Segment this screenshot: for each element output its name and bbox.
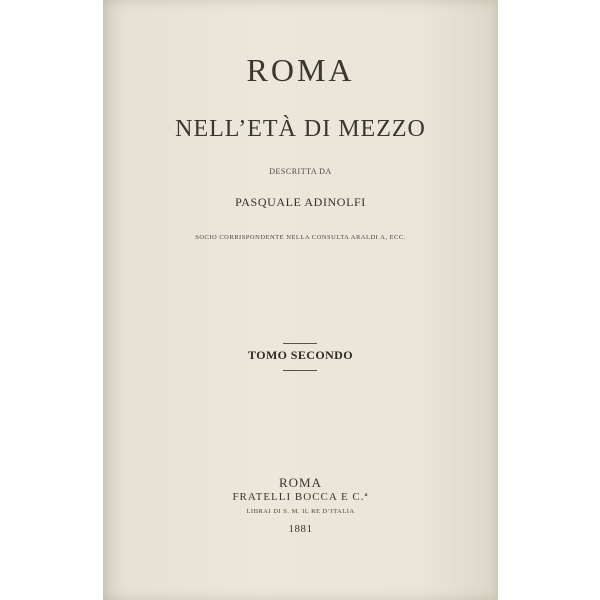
rule-above-volume: [283, 343, 317, 344]
subtitle: NELL’ETÀ DI MEZZO: [175, 116, 426, 142]
imprint-publisher-note: LIBRAI DI S. M. IL RE D’ITALIA: [246, 508, 355, 515]
main-title: ROMA: [246, 52, 355, 88]
imprint-year: 1881: [288, 523, 313, 535]
imprint-publisher: FRATELLI BOCCA E C.ª: [232, 491, 369, 503]
right-margin: [498, 0, 600, 600]
rule-below-volume: [283, 370, 317, 371]
author-name: PASQUALE ADINOLFI: [235, 195, 366, 209]
title-page: [103, 0, 498, 600]
author-credential: SOCIO CORRISPONDENTE NELLA CONSULTA ARALDI A, ECC.: [195, 234, 406, 241]
described-by-line: DESCRITTA DA: [269, 167, 332, 176]
imprint-city: ROMA: [278, 475, 322, 490]
left-margin: [0, 0, 103, 600]
volume-label: TOMO SECONDO: [248, 348, 353, 362]
